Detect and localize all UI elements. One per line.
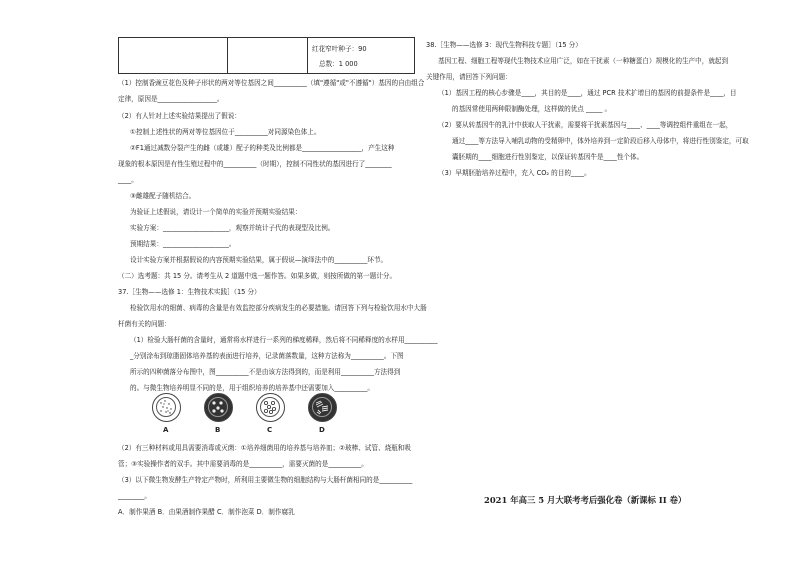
- q38-part2-line3: 囊胚期的____细胞进行性别鉴定，以保证转基因牛是____性个体。: [452, 153, 644, 161]
- hypothesis-3: ③雌雄配子随机结合。: [130, 192, 196, 200]
- q1-line2: 定律，原因是__________________。: [118, 95, 224, 103]
- dish-b-colonies: [208, 397, 228, 417]
- method-step: 设计实验方案并根据假说的内容预期实验结果，属于假说—演绎法中的__________环节。: [130, 256, 388, 264]
- expected-result: 预期结果：____________________。: [130, 240, 236, 248]
- q38-title: 38.［生物——选修 3：现代生物科技专题］（15 分）: [426, 41, 582, 49]
- result-table: [118, 37, 415, 74]
- hypothesis-2-line3: ____。: [118, 176, 138, 184]
- table-divider: [227, 38, 228, 73]
- table-cell-total: 总数：1 000: [319, 60, 358, 68]
- q38-intro-line1: 基因工程、细胞工程等现代生物技术应用广泛，如在干扰素（一种糖蛋白）规模化的生产中，就起到: [438, 57, 729, 65]
- q38-part1-line1: （1）基因工程的核心步骤是____，其目的是____，通过 PCR 技术扩增目的基因的前提条件是____，目: [438, 89, 737, 97]
- colony-figure: [152, 393, 342, 439]
- q37-part1-line3: 所示的四种菌落分布图中，图__________不是由该方法得到的，而是利用__________方法得到: [130, 368, 401, 376]
- dish-d-streaks: [312, 397, 332, 417]
- q37-part2-line1: （2）有三种材料或用具需要消毒或灭菌：①培养细菌用的培养基与培养皿；②玻棒、试管、烧瓶和吸: [118, 444, 411, 452]
- dish-a-colonies: [156, 397, 176, 417]
- petri-dish-a: [152, 393, 181, 422]
- experiment-plan: 实验方案：____________________，观察并统计子代的表现型及比例。: [130, 224, 335, 232]
- q37-intro-line2: 杆菌有关的问题：: [118, 320, 171, 328]
- table-cell-red-narrow: 红花窄叶种子：90: [312, 45, 367, 53]
- q38-part2-line1: （2）要从转基因牛的乳汁中获取人干扰素，需要将干扰素基因与____、____等调控组件重组在一起，: [438, 121, 733, 129]
- petri-dish-b: [204, 393, 233, 422]
- petri-dish-d: [308, 393, 337, 422]
- q2-intro: （2）有人针对上述实验结果提出了假说：: [118, 112, 241, 120]
- q38-part3: （3）早期胚胎培养过程中，充入 CO₂ 的目的____。: [438, 169, 591, 177]
- q37-options: A．制作果酒 B．由果酒制作果醋 C．制作泡菜 D．制作腐乳: [118, 508, 295, 516]
- hypothesis-1: ①控制上述性状的两对等位基因位于__________对同源染色体上。: [130, 128, 321, 136]
- dish-label-b: B: [215, 426, 221, 434]
- dish-label-c: C: [267, 426, 273, 434]
- hypothesis-2-line2: 现象的根本原因是有性生殖过程中的__________（时期），控制不同性状的基因进行了________: [118, 160, 392, 168]
- q38-part2-line2: 通过____等方法导入哺乳动物的受精卵中，体外培养到一定阶段后移入母体中，将进行性别鉴定，可取: [452, 137, 749, 145]
- q37-part1-line2: _分别涂布到琼脂固体培养基的表面进行培养，记录菌落数量，这种方法称为__________。下图: [130, 352, 404, 360]
- q38-part1-line2: 的基因常使用两种限制酶处理，这样做的优点 _____ 。: [452, 105, 612, 113]
- dish-label-d: D: [319, 426, 325, 434]
- table-divider: [307, 38, 308, 73]
- q37-title: 37.［生物——选修 1：生物技术实践］（15 分）: [118, 288, 261, 296]
- hypothesis-2-line1: ②F1通过减数分裂产生的雌（或雄）配子的种类及比例都是__________________，产生这种: [130, 144, 395, 152]
- q37-part3-line1: （3）以下微生物发酵生产特定产物时，所利用主要微生物的细胞结构与大肠杆菌相同的是__________: [118, 476, 413, 484]
- q37-part2-line2: 管；③实验操作者的双手。其中需要消毒的是__________，需要灭菌的是__________。: [118, 460, 368, 468]
- q37-part1-line1: （1）检验大肠杆菌的含量时，通常将水样进行一系列的梯度稀释，然后将不同稀释度的水样用__________: [130, 336, 438, 344]
- q38-intro-line2: 关键作用，请回答下列问题：: [426, 73, 512, 81]
- q37-part1-line4: 的。与微生物培养明显不同的是，用于组织培养的培养基中还需要加入__________。: [130, 384, 374, 392]
- q1-line1: （1）控制香豌豆花色及种子形状的两对等位基因之间__________（填"遵循"或"不遵循"）基因的自由组合: [118, 79, 425, 87]
- optional-instructions: （二）选考题：共 15 分。请考生从 2 道题中选一题作答。如果多做，则按所做的第一题计分。: [118, 272, 397, 280]
- petri-dish-c: [256, 393, 285, 422]
- dish-label-a: A: [163, 426, 169, 434]
- q37-part3-line2: ________。: [118, 492, 151, 500]
- dish-c-colonies: [260, 397, 280, 417]
- verify-prompt: 为验证上述假说，请设计一个简单的实验并预期实验结果：: [130, 208, 302, 216]
- q37-intro-line1: 检验饮用水的细菌、病毒的含量是有效监控部分疾病发生的必要措施。请回答下列与检验饮用水中大肠: [130, 304, 427, 312]
- exam-footer: 2021 年高三 5 月大联考考后强化卷（新课标 II 卷）: [484, 495, 687, 505]
